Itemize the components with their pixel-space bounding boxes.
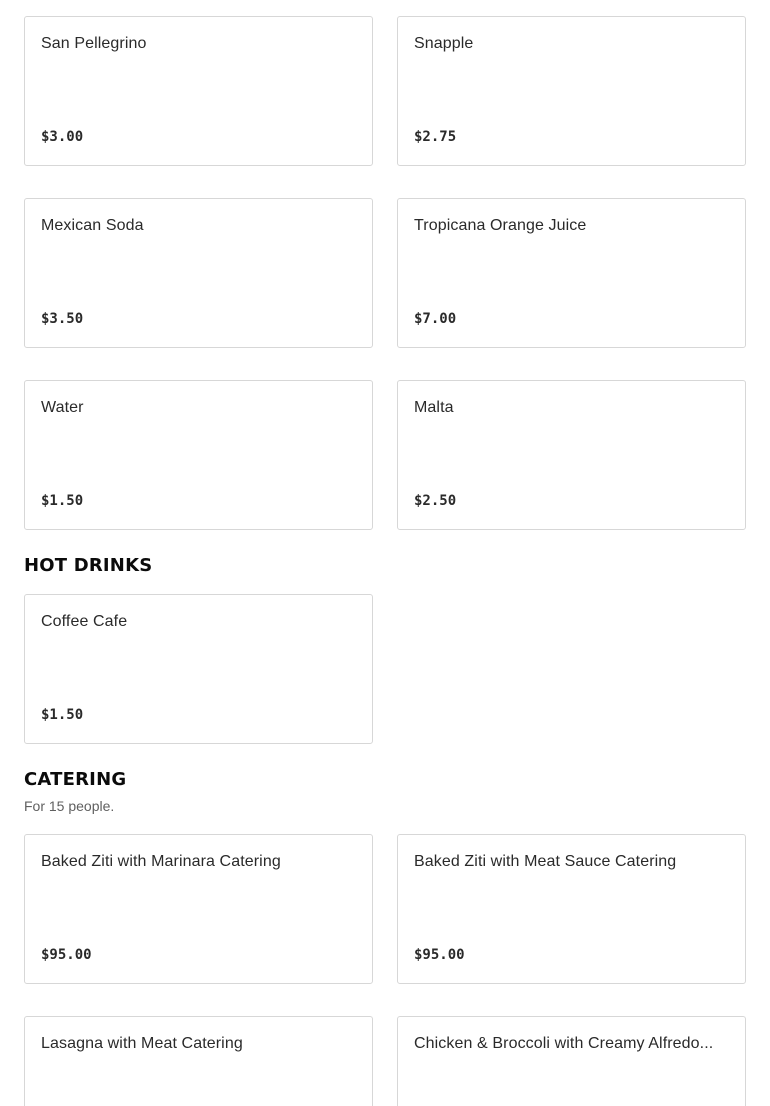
menu-item-name: Water [41,399,84,416]
section-title-catering: CATERING [24,769,127,790]
menu-item-card[interactable] [397,1016,746,1106]
menu-item-price: $3.00 [41,129,84,145]
menu-item-name: Mexican Soda [41,217,144,234]
menu-item-name: Baked Ziti with Meat Sauce Catering [414,853,677,870]
menu-item-price: $95.00 [41,947,92,963]
menu-item-price: $2.75 [414,129,457,145]
menu-item-card[interactable] [24,16,373,166]
menu-item-price: $1.50 [41,707,84,723]
menu-item-name: Malta [414,399,454,416]
menu-item-card[interactable] [397,198,746,348]
menu-item-name: Chicken & Broccoli with Creamy Alfredo... [414,1035,714,1052]
menu-item-name: San Pellegrino [41,35,147,52]
menu-item-price: $1.50 [41,493,84,509]
menu-item-price: $7.00 [414,311,457,327]
menu-item-name: Coffee Cafe [41,613,128,630]
menu-item-card[interactable] [24,380,373,530]
menu-item-card[interactable] [397,16,746,166]
menu-item-card[interactable] [24,594,373,744]
menu-item-card[interactable] [397,380,746,530]
menu-item-card[interactable] [397,834,746,984]
section-title-hot-drinks: HOT DRINKS [24,555,153,576]
menu-item-price: $95.00 [414,947,465,963]
menu-item-price: $3.50 [41,311,84,327]
menu-item-price: $2.50 [414,493,457,509]
menu-item-name: Tropicana Orange Juice [414,217,587,234]
menu-item-card[interactable] [24,198,373,348]
menu-item-card[interactable] [24,1016,373,1106]
menu-item-card[interactable] [24,834,373,984]
menu-item-name: Snapple [414,35,474,52]
section-description: For 15 people. [24,798,115,814]
menu-item-name: Lasagna with Meat Catering [41,1035,243,1052]
menu-item-name: Baked Ziti with Marinara Catering [41,853,281,870]
